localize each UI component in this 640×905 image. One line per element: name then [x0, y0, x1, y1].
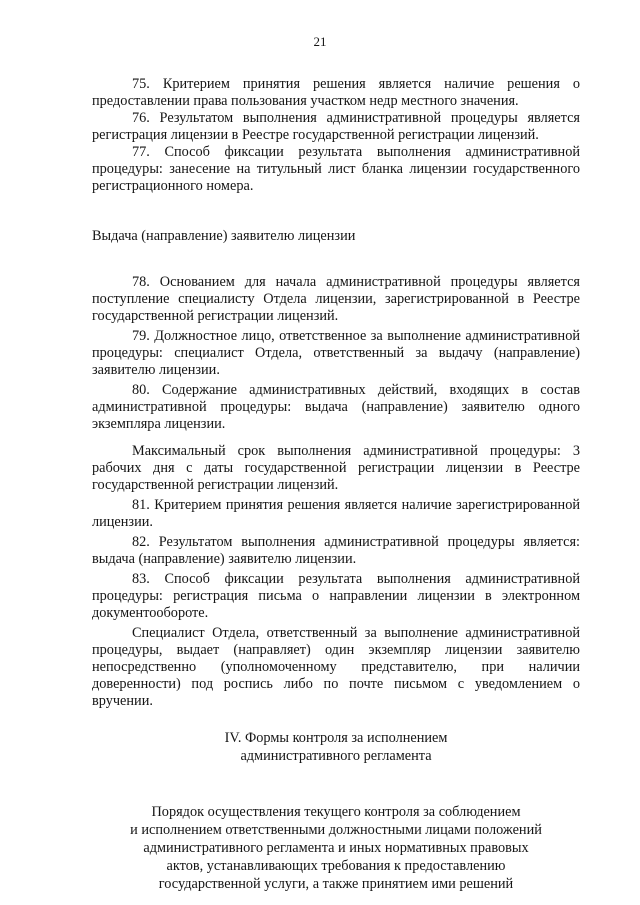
paragraph-76: 76. Результатом выполнения административной процедуры является регистрация лицензии в Реестре государственной регистрации лицензий. — [92, 110, 580, 143]
subheading-issuance: Выдача (направление) заявителю лицензии — [92, 228, 356, 244]
paragraph-75: 75. Критерием принятия решения является наличие решения о предоставлении права пользования участком недр местного значения. — [92, 76, 580, 109]
paragraph-79: 79. Должностное лицо, ответственное за выполнение административной процедуры: специалист Отдела, ответственный за выдачу (направление) заявителю лицензии. — [92, 328, 580, 378]
section-heading-line-1: IV. Формы контроля за исполнением — [224, 730, 448, 746]
paragraph-82: 82. Результатом выполнения административной процедуры является: выдача (направление) заявителю лицензии. — [92, 534, 580, 567]
paragraph-77: 77. Способ фиксации результата выполнения административной процедуры: занесение на титульный лист бланка лицензии государственного регистрационного номера. — [92, 144, 580, 194]
control-heading-line-1: Порядок осуществления текущего контроля за соблюдением — [151, 804, 521, 820]
paragraph-specialist: Специалист Отдела, ответственный за выполнение административной процедуры, выдает (направляет) один экземпляр лицензии заявителю непосредственно (уполномоченному представителю, при наличии доверенности) под роспись либо по почте письмом с уведомлением о вручении. — [92, 625, 580, 709]
paragraph-max-term: Максимальный срок выполнения административной процедуры: 3 рабочих дня с даты государственной регистрации лицензии в Реестре государственной регистрации лицензий. — [92, 443, 580, 493]
section-heading-line-2: административного регламента — [240, 748, 432, 764]
paragraph-80: 80. Содержание административных действий, входящих в состав административной процедуры: выдача (направление) заявителю одного экземпляра лицензии. — [92, 382, 580, 432]
paragraph-78: 78. Основанием для начала административной процедуры является поступление специалисту Отдела лицензии, зарегистрированной в Реестре государственной регистрации лицензий. — [92, 274, 580, 324]
control-heading-line-3: административного регламента и иных нормативных правовых — [143, 840, 529, 856]
paragraph-83: 83. Способ фиксации результата выполнения административной процедуры: регистрация письма о направлении лицензии в электронном документообороте. — [92, 571, 580, 621]
page-number: 21 — [313, 34, 327, 49]
control-procedure-heading — [92, 803, 580, 893]
control-heading-line-2: и исполнением ответственными должностными лицами положений — [130, 822, 542, 838]
section-heading — [92, 729, 580, 765]
paragraph-81: 81. Критерием принятия решения является наличие зарегистрированной лицензии. — [92, 497, 580, 530]
page-content — [92, 76, 580, 893]
control-heading-line-4: актов, устанавливающих требования к предоставлению — [166, 858, 506, 874]
control-heading-line-5: государственной услуги, а также принятием ими решений — [158, 876, 514, 892]
